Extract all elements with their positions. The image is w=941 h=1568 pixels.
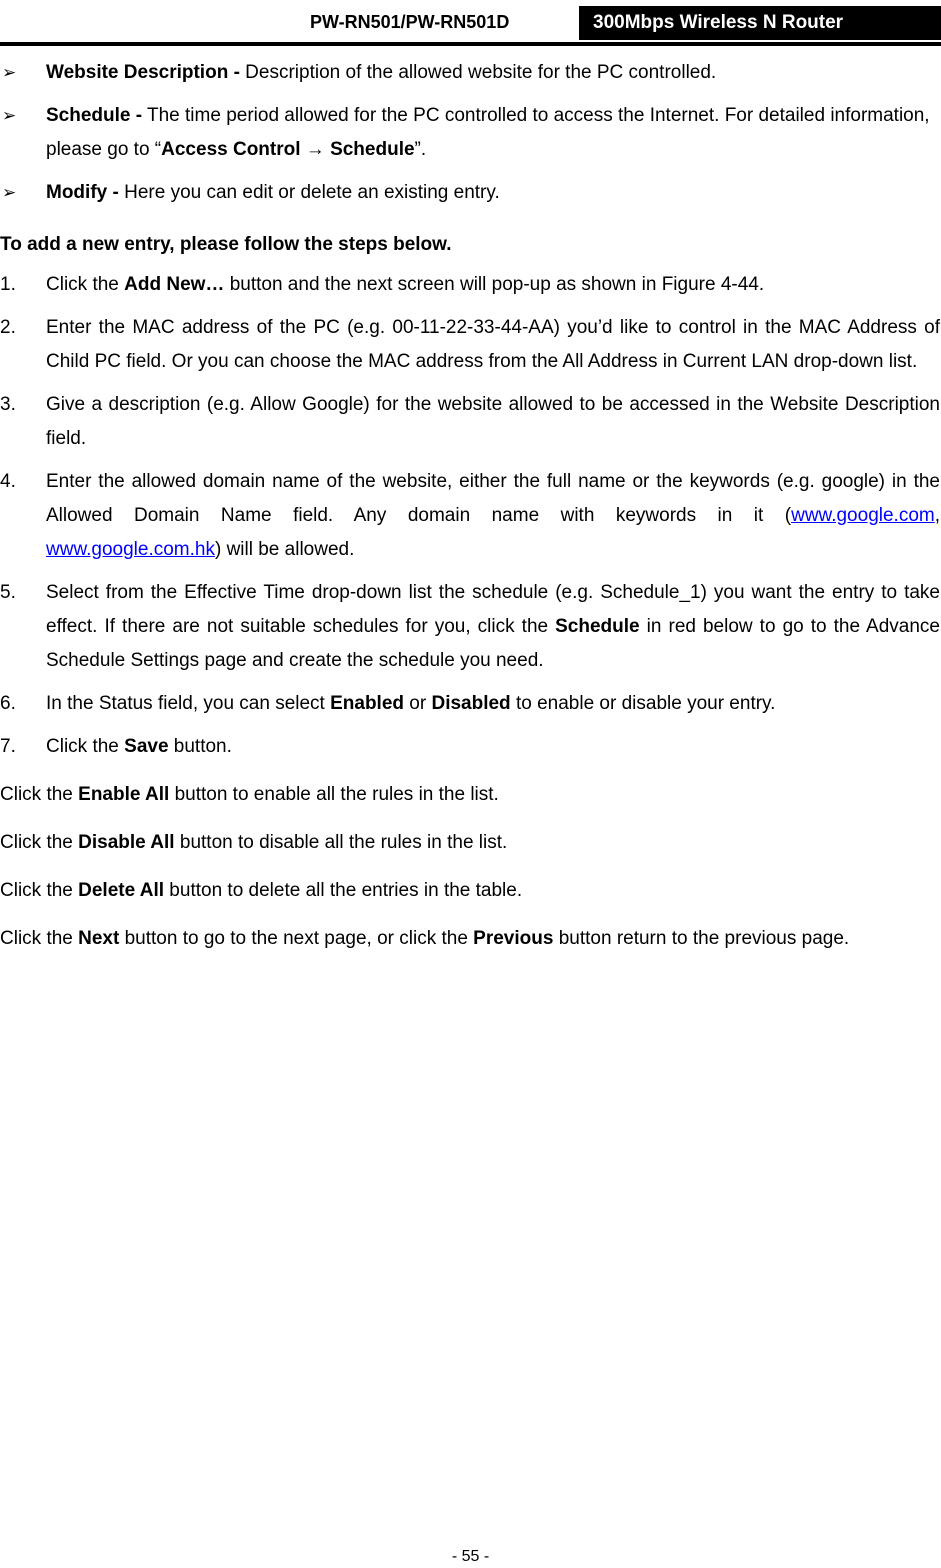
menu-path-reference: Access Control → Schedule (161, 139, 415, 160)
bullet-modify: ➢ Modify - Here you can edit or delete an existing entry. (0, 176, 940, 210)
arrow-bullet-icon: ➢ (2, 63, 17, 82)
link-google-com-hk[interactable]: www.google.com.hk (46, 539, 215, 560)
product-name: 300Mbps Wireless N Router (579, 6, 941, 40)
step-4: 4. Enter the allowed domain name of the website, either the full name or the keywords (e.g. google) in the Allowed Domain Name field. Any domain name with keywords in it (www.google.com, www.google.com.hk) will be allowed. (0, 471, 940, 560)
page-header (0, 6, 941, 42)
note-delete-all: Click the Delete All button to delete all the entries in the table. (0, 880, 523, 901)
step-6: 6. In the Status field, you can select Enabled or Disabled to enable or disable your entry. (0, 693, 776, 714)
bullet-website-description: ➢ Website Description - Description of the allowed website for the PC controlled. (0, 56, 940, 90)
bullet-schedule: ➢ Schedule - The time period allowed for the PC controlled to access the Internet. For detailed information, please go to “Access Control → Schedule”. (0, 99, 940, 167)
document-body (0, 56, 940, 956)
step-7: 7. Click the Save button. (0, 736, 232, 757)
note-next-previous: Click the Next button to go to the next page, or click the Previous button return to the previous page. (0, 928, 850, 949)
link-google-com[interactable]: www.google.com (791, 505, 935, 526)
header-rule (0, 42, 941, 46)
section-heading: To add a new entry, please follow the steps below. (0, 234, 452, 255)
note-disable-all: Click the Disable All button to disable all the rules in the list. (0, 832, 508, 853)
model-name: PW-RN501/PW-RN501D (310, 12, 510, 32)
arrow-bullet-icon: ➢ (2, 183, 17, 202)
note-enable-all: Click the Enable All button to enable all the rules in the list. (0, 784, 499, 805)
arrow-bullet-icon: ➢ (2, 106, 17, 125)
step-1: 1. Click the Add New… button and the next screen will pop-up as shown in Figure 4-44. (0, 274, 765, 295)
step-2: 2. Enter the MAC address of the PC (e.g. 00-11-22-33-44-AA) you’d like to control in the MAC Address of Child PC field. Or you can choose the MAC address from the All Address in Current LAN drop-down list. (0, 317, 940, 372)
page-number: - 55 - (451, 1548, 490, 1565)
step-3: 3. Give a description (e.g. Allow Google) for the website allowed to be accessed in the Website Description field. (0, 394, 940, 449)
step-5: 5. Select from the Effective Time drop-down list the schedule (e.g. Schedule_1) you want the entry to take effect. If there are not suitable schedules for you, click the Schedule in red below to go to the Advance Schedule Settings page and create the schedule you need. (0, 582, 940, 671)
